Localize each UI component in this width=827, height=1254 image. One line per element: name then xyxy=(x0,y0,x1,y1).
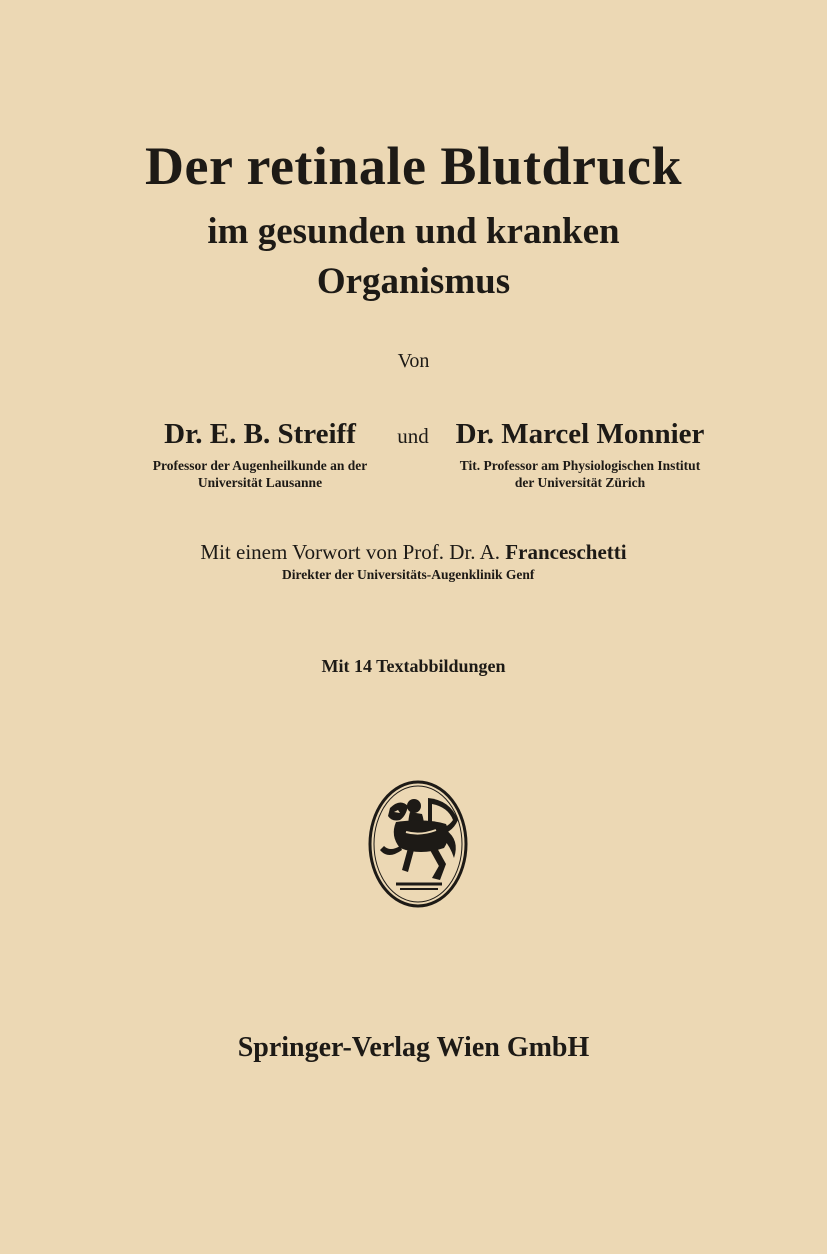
author-1-affiliation-line-2: Universität Lausanne xyxy=(197,475,323,490)
springer-horse-rider-emblem-icon xyxy=(366,778,470,912)
book-title: Der retinale Blutdruck xyxy=(145,136,682,196)
book-subtitle-line-2: Organismus xyxy=(316,261,511,302)
book-subtitle-line-1: im gesunden und kranken xyxy=(207,211,620,252)
foreword-author: Franceschetti xyxy=(505,540,627,564)
figures-note: Mit 14 Textabbildungen xyxy=(321,656,506,676)
publisher-name: Springer-Verlag Wien GmbH xyxy=(237,1032,590,1063)
author-2-affiliation-line-1: Tit. Professor am Physiologischen Institut xyxy=(459,458,701,473)
author-1-affiliation xyxy=(100,457,420,491)
foreword-prefix: Mit einem Vorwort von Prof. Dr. A. xyxy=(200,540,506,564)
author-1-name: Dr. E. B. Streiff xyxy=(164,418,356,450)
author-1-affiliation-line-1: Professor der Augenheilkunde an der xyxy=(152,458,368,473)
foreword-line xyxy=(0,540,827,565)
author-conjunction: und xyxy=(397,424,429,448)
publisher-logo-icon xyxy=(366,778,470,912)
author-2-name: Dr. Marcel Monnier xyxy=(455,418,705,450)
foreword-author-role: Direkter der Universitäts-Augenklinik Genf xyxy=(282,567,535,582)
author-2-affiliation xyxy=(420,457,740,491)
author-2-affiliation-line-2: der Universität Zürich xyxy=(514,475,646,490)
by-label: Von xyxy=(397,350,430,372)
